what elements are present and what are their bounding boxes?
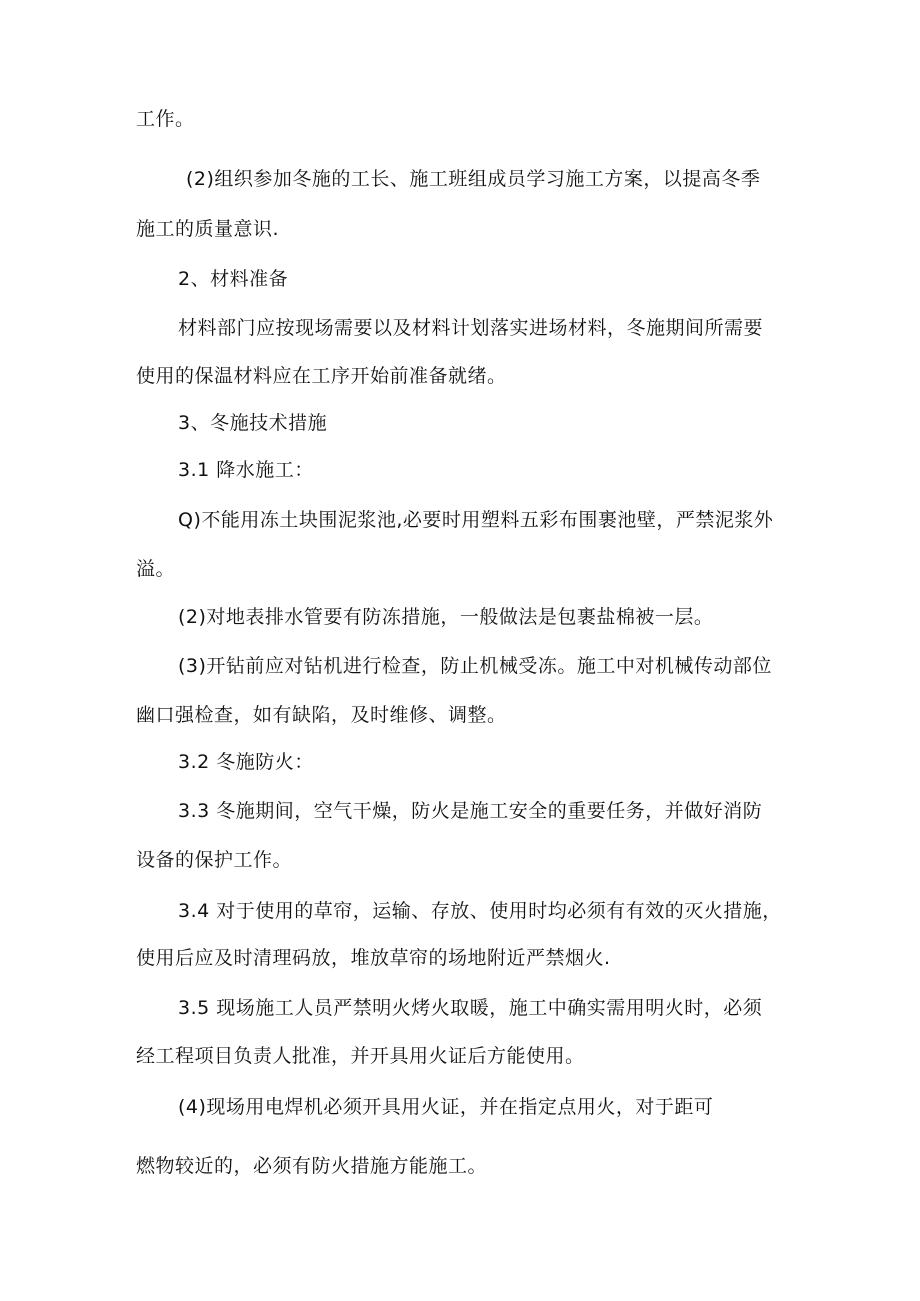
text-line: 3.4 对于使用的草帘，运输、存放、使用时均必须有有效的灭火措施， (178, 900, 782, 922)
text-line: 使用后应及时清理码放，堆放草帘的场地附近严禁烟火. (136, 947, 611, 969)
text-line: 施工的质量意识. (136, 218, 280, 240)
text-line: 溢。 (136, 558, 176, 580)
section-heading: 2、材料准备 (178, 268, 289, 290)
text-line: 燃物较近的，必须有防火措施方能施工。 (136, 1155, 488, 1177)
section-heading: 3、冬施技术措施 (178, 412, 328, 434)
text-line: (2)对地表排水管要有防冻措施，一般做法是包裹盐棉被一层。 (178, 606, 714, 628)
text-line: 幽口强检查，如有缺陷，及时维修、调整。 (136, 704, 507, 726)
text-line: 3.5 现场施工人员严禁明火烤火取暖，施工中确实需用明火时，必须 (178, 997, 763, 1019)
text-line: (4)现场用电焊机必须开具用火证，并在指定点用火，对于距可 (178, 1096, 714, 1118)
text-line: 3.3 冬施期间，空气干燥，防火是施工安全的重要任务，并做好消防 (178, 800, 763, 822)
text-line: (2)组织参加冬施的工长、施工班组成员学习施工方案，以提高冬季 (186, 168, 761, 190)
text-line: 使用的保温材料应在工序开始前准备就绪。 (136, 365, 507, 387)
text-line: 经工程项目负责人批准，并开具用火证后方能使用。 (136, 1045, 585, 1067)
text-line: Q)不能用冻土块围泥浆池,必要时用塑料五彩布围裹池壁，严禁泥浆外 (178, 509, 774, 531)
text-line: 材料部门应按现场需要以及材料计划落实进场材料，冬施期间所需要 (178, 317, 764, 339)
text-line: (3)开钻前应对钻机进行检查，防止机械受冻。施工中对机械传动部位 (178, 655, 772, 677)
subsection-heading: 3.2 冬施防火： (178, 751, 314, 773)
subsection-heading: 3.1 降水施工： (178, 459, 314, 481)
text-line: 设备的保护工作。 (136, 849, 293, 871)
text-line: 工作。 (136, 108, 195, 130)
